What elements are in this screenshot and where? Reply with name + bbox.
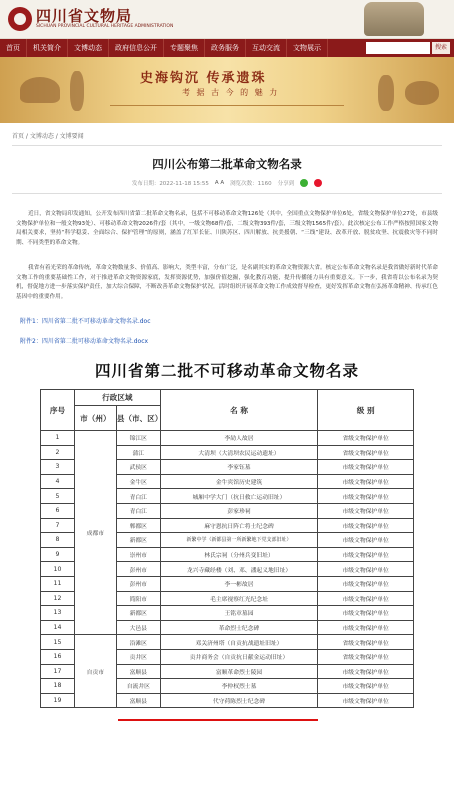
row-number: 11 xyxy=(41,576,75,591)
banner-subtitle: 考 据 古 今 的 魅 力 xyxy=(182,88,280,97)
county-cell: 锦江区 xyxy=(116,431,160,446)
weibo-share-icon[interactable] xyxy=(314,179,322,187)
level-cell: 市级文物保护单位 xyxy=(318,693,414,708)
banner-divider xyxy=(110,105,344,106)
name-cell: 龙兴寺藏经楼（刘、邓、潘起义地旧址） xyxy=(160,562,318,577)
share-label: 分享到 xyxy=(277,181,295,187)
city-cell-chengdu: 成都市 xyxy=(74,431,116,635)
row-number: 2 xyxy=(41,445,75,460)
table-row xyxy=(41,431,414,446)
row-number: 8 xyxy=(41,533,75,548)
view-count: 浏览次数：1160 xyxy=(230,181,272,187)
banner-title: 史海钩沉 传承遗珠 xyxy=(140,71,267,86)
level-cell: 市级文物保护单位 xyxy=(318,591,414,606)
row-number: 1 xyxy=(41,431,75,446)
row-number: 10 xyxy=(41,562,75,577)
county-cell: 新都区 xyxy=(116,533,160,548)
header-seq: 序号 xyxy=(41,390,75,431)
county-cell: 富顺县 xyxy=(116,664,160,679)
nav-item-exhibits[interactable]: 文物展示 xyxy=(287,39,328,57)
name-cell: 彭家珍祠 xyxy=(160,503,318,518)
level-cell: 市级文物保护单位 xyxy=(318,620,414,635)
table-row xyxy=(41,635,414,650)
name-cell: 革命烈士纪念碑 xyxy=(160,620,318,635)
county-cell: 青白江 xyxy=(116,503,160,518)
name-cell: 大清坝（大清坝农民运动遗址） xyxy=(160,445,318,460)
name-cell: 新繁中学（新都县第一所新繁地下党支部旧址） xyxy=(160,533,318,548)
article-paragraph-2: 我省有着光荣的革命传统，革命文物数量多、价值高、影响大，类型丰富，分布广泛，是名副其实的革命文物资源大省。核定公布革命文物名录是我省做好新时代革命文物工作的重要基础性工作，对于推进革命文物资源家底，发挥资源优势，加强价值挖掘，强化教育功能，提升传播能力具有重要意义。下一步，我省将以公布名录为契机，督促地方进一步落实保护责任，加大综合保障，不断改善革命文物保护状况，活时组织开展革命文物工作成效督导检查，更好发挥革命文物在弘扬革命精神、传承红色基因中的重要作用。 xyxy=(16,265,438,300)
nav-item-topics[interactable]: 专题聚焦 xyxy=(164,39,205,57)
font-size-icon[interactable]: A A xyxy=(214,180,225,186)
attachment-link-2[interactable]: 附件2：四川省第二批可移动革命文物名录.docx xyxy=(20,338,149,345)
name-cell: 富顺革命烈士陵园 xyxy=(160,664,318,679)
article-meta xyxy=(12,179,442,187)
site-subtitle: SICHUAN PROVINCIAL CULTURAL HERITAGE ADMINISTRATION xyxy=(36,24,174,29)
level-cell: 市级文物保护单位 xyxy=(318,664,414,679)
name-cell: 李仲权烈士墓 xyxy=(160,679,318,694)
row-number: 12 xyxy=(41,591,75,606)
breadcrumb[interactable]: 首页 / 文博动态 / 文博要闻 xyxy=(12,131,442,146)
red-underline-annotation xyxy=(118,719,318,721)
nav-item-services[interactable]: 政务服务 xyxy=(205,39,246,57)
name-cell: 李劼人故居 xyxy=(160,431,318,446)
name-cell: 贡井商务会（自贡抗日献金运动旧址） xyxy=(160,649,318,664)
level-cell: 省级文物保护单位 xyxy=(318,431,414,446)
bronze-mask-icon xyxy=(364,2,424,36)
list-title: 四川省第二批不可移动革命文物名录 xyxy=(94,362,359,380)
row-number: 13 xyxy=(41,606,75,621)
county-cell: 贡井区 xyxy=(116,649,160,664)
county-cell: 彭州市 xyxy=(116,562,160,577)
article-title: 四川公布第二批革命文物名录 xyxy=(152,157,302,171)
header-city: 市（州） xyxy=(74,406,116,431)
level-cell: 市级文物保护单位 xyxy=(318,460,414,475)
header-region: 行政区域 xyxy=(74,390,160,406)
dancer-silhouette-icon xyxy=(70,71,84,111)
row-number: 9 xyxy=(41,547,75,562)
header-county: 县（市、区） xyxy=(116,406,160,431)
level-cell: 市级文物保护单位 xyxy=(318,606,414,621)
level-cell: 省级文物保护单位 xyxy=(318,649,414,664)
level-cell: 市级文物保护单位 xyxy=(318,474,414,489)
row-number: 5 xyxy=(41,489,75,504)
county-cell: 崇州市 xyxy=(116,547,160,562)
row-number: 19 xyxy=(41,693,75,708)
header-name: 名 称 xyxy=(160,390,318,431)
bird-silhouette-icon xyxy=(20,77,60,103)
divider xyxy=(12,193,442,194)
row-number: 14 xyxy=(41,620,75,635)
name-cell: 李一彬故居 xyxy=(160,576,318,591)
row-number: 6 xyxy=(41,503,75,518)
level-cell: 市级文物保护单位 xyxy=(318,547,414,562)
nav-item-home[interactable]: 首页 xyxy=(0,39,27,57)
publish-date: 发布日期：2022-11-18 15:55 xyxy=(131,181,209,187)
row-number: 16 xyxy=(41,649,75,664)
name-cell: 麻守恩抗日阵亡将士纪念碑 xyxy=(160,518,318,533)
site-title[interactable]: 四川省文物局 xyxy=(36,7,133,25)
article-paragraph-1: 近日，省文物局印发通知，公开发布四川省第二批革命文物名录，包括不可移动革命文物126处（其中，全国重点文物保护单位6处，省级文物保护单位27处，市县级文物保护单位和一般文物93处）、可移动革命文物2026件/套（其中，一级文物68件/套，二级文物393件/套，三级文物1565件/套）。此次核定公布工作严格按照国家文物局相关要求，坚持“科学稳妥、全面综合、保护管理”的原则，涵盖了红军长征、川陕苏区、四川解放、抗美援朝、“三线”建设、改革开放、脱贫攻坚、抗震救灾等不同时期、不同类型的革命文物。 xyxy=(16,211,438,246)
level-cell: 市级文物保护单位 xyxy=(318,518,414,533)
level-cell: 省级文物保护单位 xyxy=(318,445,414,460)
level-cell: 市级文物保护单位 xyxy=(318,489,414,504)
horse-silhouette-icon xyxy=(405,81,439,105)
name-cell: 毛主席视察红光纪念址 xyxy=(160,591,318,606)
county-cell: 新都区 xyxy=(116,606,160,621)
site-header xyxy=(0,0,454,39)
county-cell: 金牛区 xyxy=(116,474,160,489)
county-cell: 青白江 xyxy=(116,489,160,504)
nav-item-disclosure[interactable]: 政府信息公开 xyxy=(109,39,164,57)
county-cell: 彭州市 xyxy=(116,576,160,591)
level-cell: 市级文物保护单位 xyxy=(318,503,414,518)
county-cell: 武侯区 xyxy=(116,460,160,475)
level-cell: 市级文物保护单位 xyxy=(318,562,414,577)
row-number: 17 xyxy=(41,664,75,679)
banner xyxy=(0,57,454,123)
city-cell-zigong: 自贡市 xyxy=(74,635,116,708)
relic-list-table xyxy=(40,389,414,708)
row-number: 18 xyxy=(41,679,75,694)
logo-icon[interactable] xyxy=(8,7,32,31)
name-cell: 林氏宗祠（分州兵变旧址） xyxy=(160,547,318,562)
level-cell: 市级文物保护单位 xyxy=(318,576,414,591)
header-level: 级 别 xyxy=(318,390,414,431)
county-cell: 大邑县 xyxy=(116,620,160,635)
article-content xyxy=(0,131,454,345)
attachment-link-1[interactable]: 附件1：四川省第二批不可移动革命文物名录.doc xyxy=(20,318,151,325)
level-cell: 省级文物保护单位 xyxy=(318,635,414,650)
row-number: 3 xyxy=(41,460,75,475)
name-cell: 代守荷陈烈士纪念碑 xyxy=(160,693,318,708)
county-cell: 蒲江 xyxy=(116,445,160,460)
name-cell: 李家钰墓 xyxy=(160,460,318,475)
county-cell: 沿滩区 xyxy=(116,635,160,650)
name-cell: 城厢中学大门（抗日救亡运动旧址） xyxy=(160,489,318,504)
name-cell: 王铭章墓园 xyxy=(160,606,318,621)
level-cell: 市级文物保护单位 xyxy=(318,679,414,694)
main-nav xyxy=(0,39,454,57)
nav-item-about[interactable]: 机关简介 xyxy=(27,39,68,57)
row-number: 7 xyxy=(41,518,75,533)
search-button[interactable]: 搜索 xyxy=(432,42,450,54)
name-cell: 金牛宾馆历史建筑 xyxy=(160,474,318,489)
row-number: 4 xyxy=(41,474,75,489)
county-cell: 富顺县 xyxy=(116,693,160,708)
row-number: 15 xyxy=(41,635,75,650)
county-cell: 郫都区 xyxy=(116,518,160,533)
county-cell: 自流井区 xyxy=(116,679,160,694)
level-cell: 市级文物保护单位 xyxy=(318,533,414,548)
county-cell: 简阳市 xyxy=(116,591,160,606)
table-header-row xyxy=(41,390,414,406)
name-cell: 邓关济州塔（自贡抗战遗址旧址） xyxy=(160,635,318,650)
nav-item-news[interactable]: 文博动态 xyxy=(68,39,109,57)
search-input[interactable] xyxy=(366,42,430,54)
nav-item-interaction[interactable]: 互动交流 xyxy=(246,39,287,57)
wechat-share-icon[interactable] xyxy=(300,179,308,187)
archer-silhouette-icon xyxy=(378,75,394,111)
